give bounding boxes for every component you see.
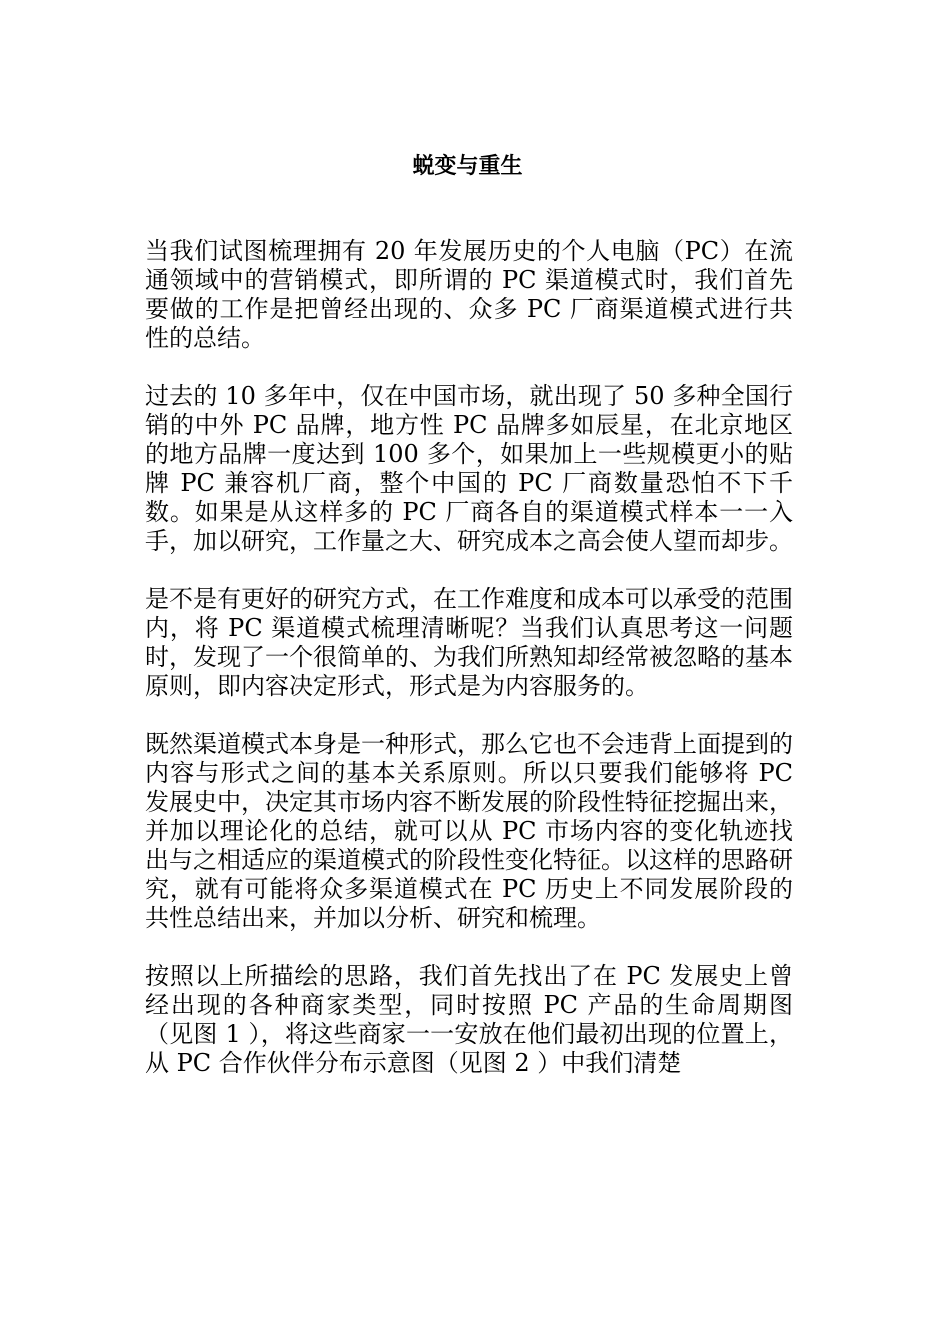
- document-body: [145, 237, 793, 1107]
- paragraph-3: 是不是有更好的研究方式，在工作难度和成本可以承受的范围内，将 PC 渠道模式梳理清晰呢？当我们认真思考这一问题时，发现了一个很简单的、为我们所熟知却经常被忽略的基本原则，即内容决定形式，形式是为内容服务的。: [145, 585, 793, 700]
- paragraph-5: 按照以上所描绘的思路，我们首先找出了在 PC 发展史上曾经出现的各种商家类型，同时按照 PC 产品的生命周期图（见图 1 ），将这些商家一一安放在他们最初出现的位置上，从 PC 合作伙伴分布示意图（见图 2 ）中我们清楚: [145, 962, 793, 1077]
- paragraph-1: 当我们试图梳理拥有 20 年发展历史的个人电脑（PC）在流通领域中的营销模式，即所谓的 PC 渠道模式时，我们首先要做的工作是把曾经出现的、众多 PC 厂商渠道模式进行共性的总结。: [145, 237, 793, 352]
- paragraph-2: 过去的 10 多年中，仅在中国市场，就出现了 50 多种全国行销的中外 PC 品牌，地方性 PC 品牌多如辰星，在北京地区的地方品牌一度达到 100 多个，如果加上一些规模更小的贴牌 PC 兼容机厂商，整个中国的 PC 厂商数量恐怕不下千数。如果是从这样多的 PC 厂商各自的渠道模式样本一一入手，加以研究，工作量之大、研究成本之高会使人望而却步。: [145, 382, 793, 555]
- document-title: 蜕变与重生: [412, 153, 523, 179]
- paragraph-4: 既然渠道模式本身是一种形式，那么它也不会违背上面提到的内容与形式之间的基本关系原则。所以只要我们能够将 PC 发展史中，决定其市场内容不断发展的阶段性特征挖掘出来，并加以理论化的总结，就可以从 PC 市场内容的变化轨迹找出与之相适应的渠道模式的阶段性变化特征。以这样的思路研究，就有可能将众多渠道模式在 PC 历史上不同发展阶段的共性总结出来，并加以分析、研究和梳理。: [145, 730, 793, 932]
